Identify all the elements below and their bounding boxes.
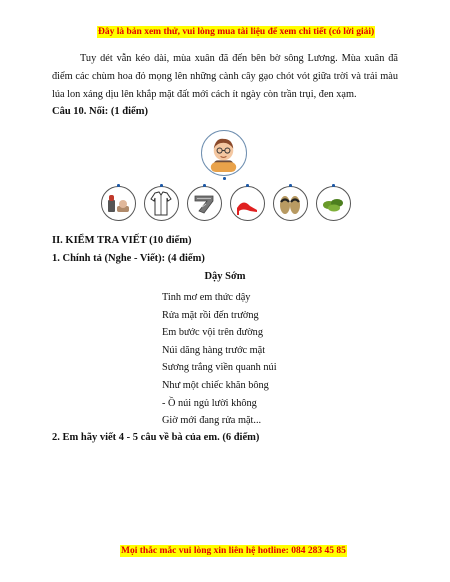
poem-title: Dậy Sớm (204, 271, 246, 282)
poem-line: Em bước vội trên đường (162, 327, 263, 339)
poem-line: - Ồ núi ngủ lười không (162, 397, 257, 409)
hotline-banner: Mọi thắc mắc vui lòng xin liên hệ hotline: 084 283 45 85 (121, 546, 346, 556)
dictation-title: 1. Chính tả (Nghe - Viết): (4 điểm) (52, 253, 205, 264)
writing-task-title: 2. Em hãy viết 4 - 5 câu về bà của em. (6 điểm) (52, 432, 260, 443)
poem-line: Rửa mặt rồi đến trường (162, 309, 259, 321)
poem-line: Giờ mới đang rửa mặt... (162, 415, 262, 427)
poem-line: Như một chiếc khăn bông (162, 379, 269, 391)
question-10-title: Câu 10. Nối: (1 điểm) (52, 106, 148, 117)
section-2-title: II. KIỂM TRA VIẾT (10 điểm) (52, 235, 192, 246)
high-heels-icon (230, 186, 265, 221)
cosmetics-icon (101, 186, 136, 221)
poem-line: Tinh mơ em thức dậy (162, 292, 251, 303)
reading-paragraph: Tuy dét vẫn kéo dài, mùa xuân đã đến bên bờ sông Lương. Mùa xuân đã điểm các chùm hoa đỏ mọng lên những cành cây gạo chót vót giữa trời và trải màu lúa lon xáng dịu lên khắp mặt đất mới cách ít ngày còn trần trụi, đen xạm. (52, 53, 398, 100)
scarf-icon (187, 186, 222, 221)
sandals-icon (273, 186, 308, 221)
poem-line: Núi dăng hàng trước mặt (162, 344, 266, 356)
vegetables-icon (316, 186, 351, 221)
grandmother-avatar-icon (201, 130, 247, 176)
matching-figure (95, 128, 355, 228)
shirt-icon (144, 186, 179, 221)
poem-body (162, 289, 277, 430)
preview-banner: Đây là bản xem thử, vui lòng mua tài liệu để xem chi tiết (có lời giải) (98, 27, 375, 37)
poem-line: Sương trắng viền quanh núi (162, 362, 277, 374)
